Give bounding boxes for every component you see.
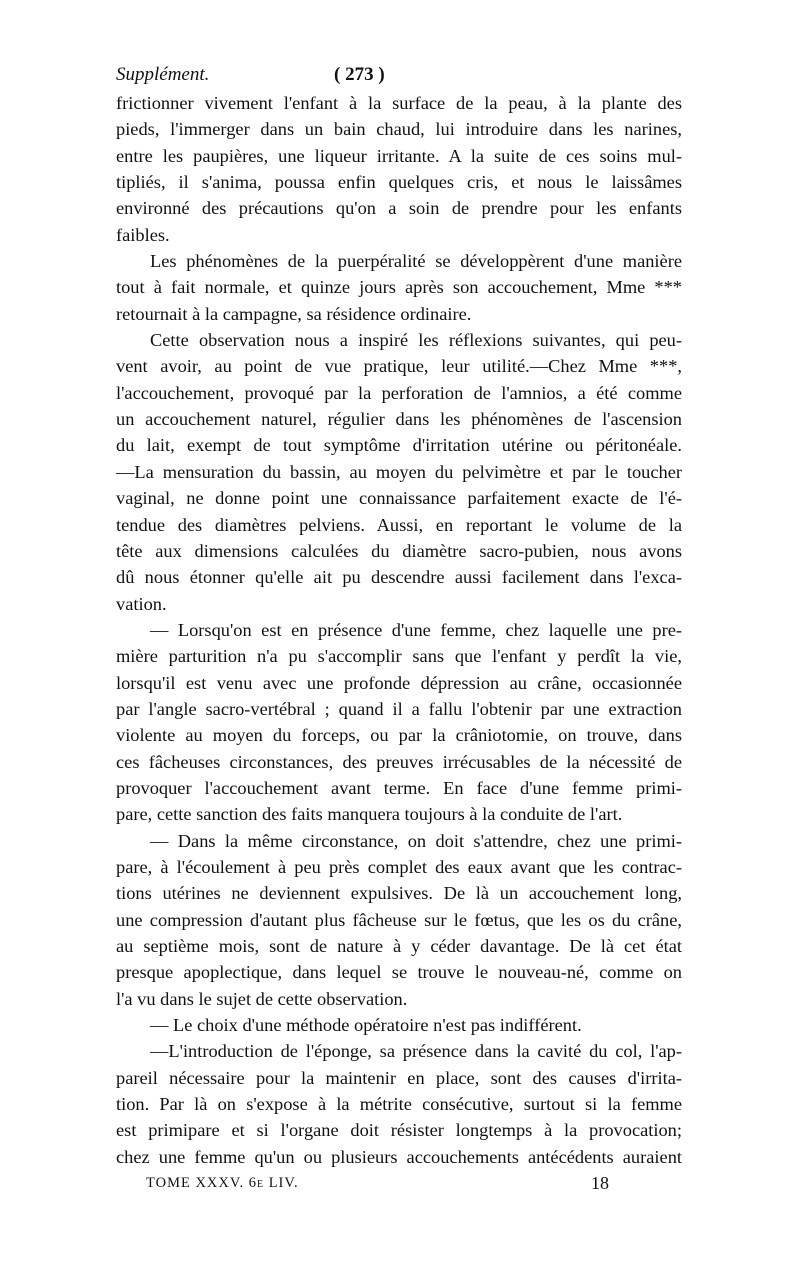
volume-signature: TOME XXXV. 6e LIV. bbox=[146, 1175, 299, 1192]
text-line: — Le choix d'une méthode opératoire n'est pas indifférent. bbox=[150, 1015, 582, 1036]
text-line: pare, cette sanction des faits manquera toujours à la conduite de l'art. bbox=[116, 804, 623, 825]
text-line: violente au moyen du forceps, ou par la crâniotomie, on trouve, dans bbox=[116, 725, 682, 746]
text-line: retournait à la campagne, sa résidence ordinaire. bbox=[116, 303, 472, 324]
text-line: au septième mois, sont de nature à y céder davantage. De là cet état bbox=[116, 936, 682, 956]
text-line: pareil nécessaire pour la maintenir en place, sont des causes d'irrita- bbox=[116, 1067, 682, 1088]
text-line: pieds, l'immerger dans un bain chaud, lui introduire dans les narines, bbox=[116, 119, 682, 140]
text-line: l'accouchement, provoqué par la perforation de l'amnios, a été comme bbox=[116, 382, 682, 403]
text-line: —L'introduction de l'éponge, sa présence dans la cavité du col, l'ap- bbox=[150, 1041, 682, 1062]
text-line: tête aux dimensions calculées du diamètre sacro-pubien, nous avons bbox=[116, 540, 682, 561]
text-line: vaginal, ne donne point une connaissance parfaitement exacte de l'é- bbox=[116, 488, 682, 509]
text-line: frictionner vivement l'enfant à la surface de la peau, à la plante des bbox=[116, 93, 682, 113]
text-line: l'a vu dans le sujet de cette observation. bbox=[116, 988, 408, 1009]
text-line: faibles. bbox=[116, 224, 170, 245]
text-line: vent avoir, au point de vue pratique, leur utilité.—Chez Mme ***, bbox=[116, 356, 682, 377]
sheet-number: 18 bbox=[591, 1173, 609, 1194]
printer-signature bbox=[116, 1170, 682, 1196]
text-line: — Dans la même circonstance, on doit s'attendre, chez une primi- bbox=[150, 830, 682, 851]
text-line: lorsqu'il est venu avec une profonde dépression au crâne, occasionnée bbox=[116, 672, 682, 693]
text-line: est primipare et si l'organe doit résister longtemps à la provocation; bbox=[116, 1120, 682, 1141]
text-line: ces fâcheuses circonstances, des preuves irrécusables de la nécessité de bbox=[116, 751, 682, 772]
text-line: du lait, exempt de tout symptôme d'irritation utérine ou péritonéale. bbox=[116, 435, 682, 456]
text-line: presque apoplectique, dans lequel se trouve le nouveau-né, comme on bbox=[116, 962, 682, 983]
text-line: pare, à l'écoulement à peu près complet des eaux avant que les contrac- bbox=[116, 856, 682, 877]
section-title: Supplément. bbox=[116, 64, 210, 85]
text-line: —La mensuration du bassin, au moyen du pelvimètre et par le toucher bbox=[116, 461, 682, 482]
text-line: Les phénomènes de la puerpéralité se développèrent d'une manière bbox=[150, 251, 682, 272]
text-line: tion. Par là on s'expose à la métrite consécutive, surtout si la femme bbox=[116, 1094, 682, 1115]
book-page bbox=[116, 60, 682, 1196]
text-line: mière parturition n'a pu s'accomplir sans que l'enfant y perdît la vie, bbox=[116, 646, 682, 667]
text-line: vation. bbox=[116, 593, 167, 614]
text-line: tout à fait normale, et quinze jours après son accouchement, Mme *** bbox=[116, 277, 682, 298]
text-line: entre les paupières, une liqueur irritante. A la suite de ces soins mul- bbox=[116, 145, 682, 166]
text-line: tions utérines ne deviennent expulsives. De là un accouchement long, bbox=[116, 883, 682, 904]
running-header bbox=[116, 60, 682, 90]
text-line: Cette observation nous a inspiré les réflexions suivantes, qui peu- bbox=[150, 330, 682, 351]
text-line: chez une femme qu'un ou plusieurs accouchements antécédents auraient bbox=[116, 1146, 682, 1167]
text-line: une compression d'autant plus fâcheuse sur le fœtus, que les os du crâne, bbox=[116, 909, 682, 930]
text-line: un accouchement naturel, régulier dans les phénomènes de l'ascension bbox=[116, 409, 682, 430]
text-line: — Lorsqu'on est en présence d'une femme, chez laquelle une pre- bbox=[150, 619, 682, 640]
text-line: provoquer l'accouchement avant terme. En face d'une femme primi- bbox=[116, 777, 682, 798]
text-line: environné des précautions qu'on a soin de prendre pour les enfants bbox=[116, 198, 682, 219]
body-text bbox=[116, 90, 682, 1170]
text-line: par l'angle sacro-vertébral ; quand il a fallu l'obtenir par une extraction bbox=[116, 698, 682, 719]
text-line: tipliés, il s'anima, poussa enfin quelques cris, et nous le laissâmes bbox=[116, 172, 682, 193]
page-number: ( 273 ) bbox=[334, 64, 385, 85]
text-line: tendue des diamètres pelviens. Aussi, en reportant le volume de la bbox=[116, 514, 682, 535]
text-line: dû nous étonner qu'elle ait pu descendre aussi facilement dans l'exca- bbox=[116, 567, 682, 588]
